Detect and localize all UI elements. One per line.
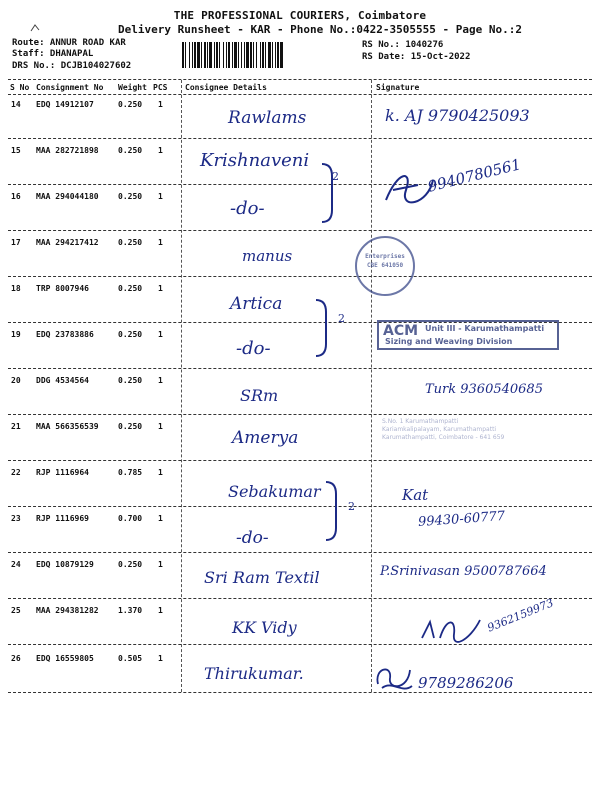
row-weight: 0.250 xyxy=(118,146,143,155)
row-pcs: 1 xyxy=(158,654,163,663)
row-sno: 20 xyxy=(11,376,21,385)
bracket-mark xyxy=(322,478,346,548)
signature-handwriting: 9940780561 xyxy=(425,155,523,196)
signature-scribble xyxy=(378,160,438,214)
col-header-pcs: PCS xyxy=(153,83,168,92)
row-rule xyxy=(8,368,592,369)
row-pcs: 1 xyxy=(158,238,163,247)
document-subtitle: Delivery Runsheet - KAR - Phone No.:0422-3505555 - Page No.:2 xyxy=(118,23,522,36)
consignee-handwriting: -do- xyxy=(230,198,265,219)
drs-number: DRS No.: DCJB104027602 xyxy=(12,61,132,71)
acm-company-stamp xyxy=(377,320,559,350)
staff-label: Staff: DHANAPAL xyxy=(12,49,94,59)
row-weight: 0.700 xyxy=(118,514,143,523)
round-seal-text: Enterprises CBE 641050 xyxy=(365,253,405,269)
row-weight: 0.250 xyxy=(118,376,143,385)
row-sno: 21 xyxy=(11,422,21,431)
row-consignment: EDQ 14912107 xyxy=(36,100,94,109)
row-consignment: MAA 294381282 xyxy=(36,606,99,615)
signature-handwriting: 99430-60777 xyxy=(417,508,506,531)
row-weight: 0.250 xyxy=(118,192,143,201)
consignee-handwriting: Sebakumar xyxy=(228,482,321,501)
row-sno: 19 xyxy=(11,330,21,339)
row-pcs: 1 xyxy=(158,422,163,431)
signature-handwriting: 9362159973 xyxy=(485,596,556,635)
header-bottom-rule xyxy=(8,94,592,95)
row-sno: 17 xyxy=(11,238,21,247)
faint-stamp-line: Kariamkalipalayam, Karumathampatti xyxy=(382,426,497,433)
consignee-handwriting: Rawlams xyxy=(228,108,307,128)
row-consignment: TRP 8007946 xyxy=(36,284,89,293)
row-consignment: MAA 566356539 xyxy=(36,422,99,431)
row-consignment: EDQ 23783886 xyxy=(36,330,94,339)
consignee-handwriting: Artica xyxy=(230,294,283,314)
row-consignment: RJP 1116969 xyxy=(36,514,89,523)
divider-signature xyxy=(371,80,372,692)
row-pcs: 1 xyxy=(158,284,163,293)
consignee-handwriting: -do- xyxy=(236,338,271,359)
row-weight: 0.250 xyxy=(118,284,143,293)
bracket-mark xyxy=(312,296,336,364)
faint-stamp-line: S.No. 1 Karumathampatti xyxy=(382,418,459,425)
row-consignment: MAA 294217412 xyxy=(36,238,99,247)
row-pcs: 1 xyxy=(158,376,163,385)
round-seal-stamp xyxy=(355,236,415,296)
row-pcs: 1 xyxy=(158,192,163,201)
row-rule xyxy=(8,230,592,231)
rs-number: RS No.: 1040276 xyxy=(362,40,444,50)
col-header-consignment: Consignment No xyxy=(36,83,104,92)
row-consignment: MAA 282721898 xyxy=(36,146,99,155)
consignee-handwriting: -do- xyxy=(236,528,269,548)
divider-consignee xyxy=(181,80,182,692)
row-rule xyxy=(8,276,592,277)
faint-address-stamp xyxy=(382,418,552,442)
row-sno: 18 xyxy=(11,284,21,293)
row-rule xyxy=(8,598,592,599)
acm-stamp-title: ACM xyxy=(383,323,419,339)
row-pcs: 1 xyxy=(158,146,163,155)
row-consignment: DDG 4534564 xyxy=(36,376,89,385)
row-rule xyxy=(8,692,592,693)
row-rule xyxy=(8,506,592,507)
row-weight: 0.785 xyxy=(118,468,143,477)
row-sno: 14 xyxy=(11,100,21,109)
row-pcs: 1 xyxy=(158,330,163,339)
faint-stamp-line: Karumathampatti, Coimbatore - 641 659 xyxy=(382,434,505,441)
signature-handwriting: P.Srinivasan 9500787664 xyxy=(380,564,547,579)
barcode-bar xyxy=(283,42,284,68)
row-weight: 1.370 xyxy=(118,606,143,615)
row-rule xyxy=(8,460,592,461)
row-weight: 0.250 xyxy=(118,330,143,339)
row-weight: 0.505 xyxy=(118,654,143,663)
bracket-count: 2 xyxy=(332,170,339,183)
signature-scribble xyxy=(418,612,488,650)
row-rule xyxy=(8,138,592,139)
row-consignment: MAA 294044180 xyxy=(36,192,99,201)
barcode-image xyxy=(182,42,355,68)
route-label: Route: ANNUR ROAD KAR xyxy=(12,38,126,48)
row-pcs: 1 xyxy=(158,468,163,477)
row-rule xyxy=(8,414,592,415)
row-sno: 16 xyxy=(11,192,21,201)
bracket-count: 2 xyxy=(348,500,355,513)
row-weight: 0.250 xyxy=(118,422,143,431)
acm-stamp-division: Sizing and Weaving Division xyxy=(385,337,513,346)
consignee-handwriting: manus xyxy=(242,247,293,265)
col-header-sno: S No xyxy=(10,83,30,92)
row-pcs: 1 xyxy=(158,100,163,109)
row-sno: 25 xyxy=(11,606,21,615)
row-consignment: RJP 1116964 xyxy=(36,468,89,477)
row-weight: 0.250 xyxy=(118,238,143,247)
signature-handwriting: Kat xyxy=(402,486,429,504)
col-header-signature: Signature xyxy=(376,83,420,92)
signature-scribble xyxy=(372,660,416,700)
row-sno: 22 xyxy=(11,468,21,477)
signature-handwriting: k. AJ 9790425093 xyxy=(385,106,530,125)
row-pcs: 1 xyxy=(158,606,163,615)
row-weight: 0.250 xyxy=(118,560,143,569)
row-pcs: 1 xyxy=(158,560,163,569)
document-title: THE PROFESSIONAL COURIERS, Coimbatore xyxy=(173,9,427,22)
row-consignment: EDQ 10879129 xyxy=(36,560,94,569)
row-weight: 0.250 xyxy=(118,100,143,109)
col-header-consignee: Consignee Details xyxy=(185,83,267,92)
header-top-rule xyxy=(8,79,592,80)
signature-handwriting: 9789286206 xyxy=(418,674,514,692)
bracket-count: 2 xyxy=(338,312,345,325)
consignee-handwriting: KK Vidy xyxy=(232,618,297,637)
consignee-handwriting: Krishnaveni xyxy=(200,150,310,171)
consignee-handwriting: Sri Ram Textil xyxy=(204,568,320,587)
row-sno: 23 xyxy=(11,514,21,523)
signature-handwriting: Turk 9360540685 xyxy=(425,382,543,397)
col-header-weight: Weight xyxy=(118,83,147,92)
row-pcs: 1 xyxy=(158,514,163,523)
row-rule xyxy=(8,184,592,185)
row-rule xyxy=(8,552,592,553)
consignee-handwriting: Thirukumar. xyxy=(204,664,304,683)
row-consignment: EDQ 16559805 xyxy=(36,654,94,663)
row-sno: 24 xyxy=(11,560,21,569)
acm-stamp-unit: Unit III - Karumathampatti xyxy=(425,324,545,333)
row-sno: 26 xyxy=(11,654,21,663)
rs-date: RS Date: 15-Oct-2022 xyxy=(362,52,471,62)
consignee-handwriting: Amerya xyxy=(232,428,299,448)
row-sno: 15 xyxy=(11,146,21,155)
consignee-handwriting: SRm xyxy=(240,386,279,405)
row-rule xyxy=(8,644,592,645)
